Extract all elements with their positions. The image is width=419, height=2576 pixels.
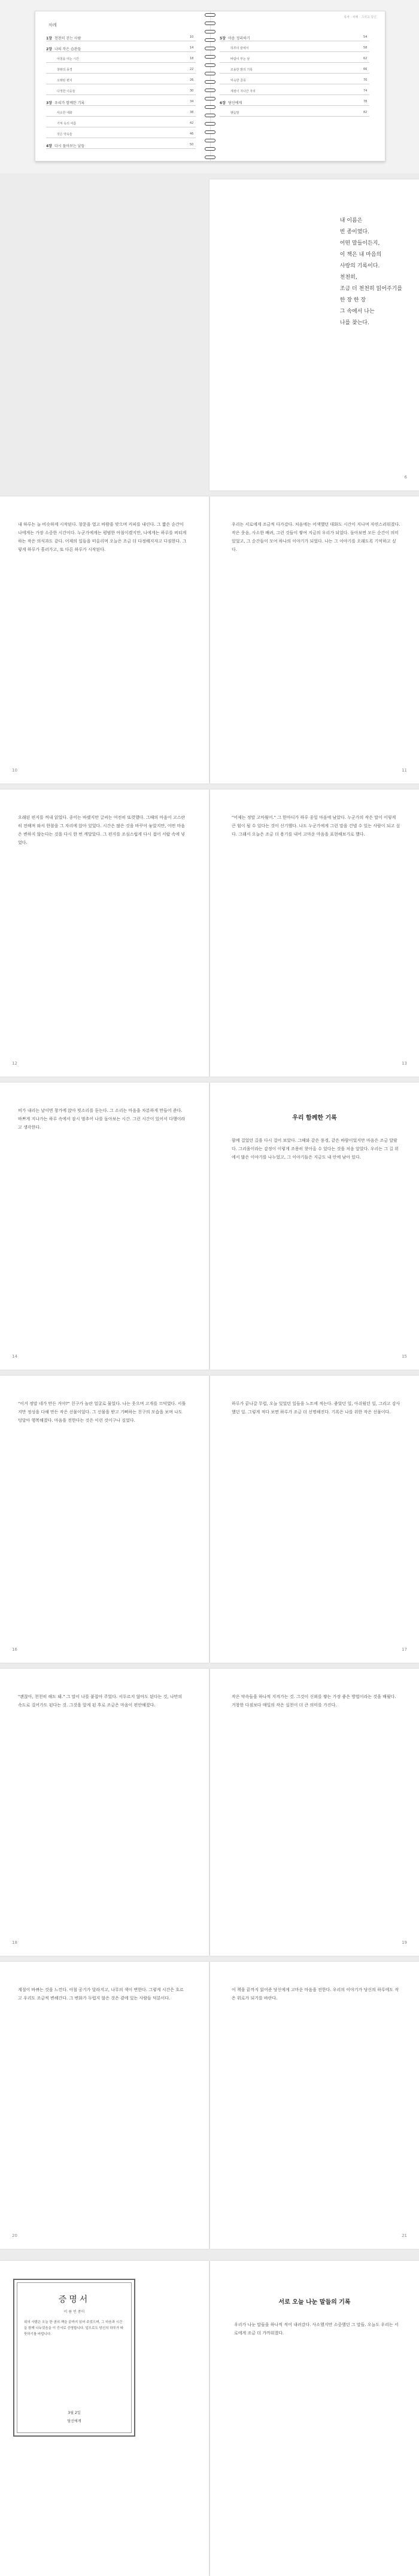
toc-entry-title: 천천히 걷는 사람: [54, 36, 81, 41]
poem-line: 그 속에서 나는: [339, 309, 375, 315]
toc-entry[interactable]: [230, 68, 253, 72]
last-page: [210, 2261, 419, 2576]
toc-page-number: 78: [363, 100, 368, 103]
page-number: 14: [12, 1354, 17, 1359]
body-paragraph: 내 하루는 늘 비슷하게 시작된다. 창문을 열고 바람을 맞으며 커피를 내린다. 그 짧은 순간이 나에게는 가장 소중한 시간이다. 누군가에게는 평범한 아침이겠지만, 나에게는 하루를 버티게 하는 작은 의식과도 같다. 어제의 일들을 떠올리며 오늘은 조금 더 다정해지자고 다짐한다. 그렇게 하루가 흘러가고, 또 다른 하루가 시작된다.: [18, 522, 187, 552]
ruled-line: [46, 73, 196, 74]
book-page: [210, 789, 419, 1077]
body-paragraph: 오래된 편지를 꺼내 읽었다. 종이는 바랬지만 글씨는 여전히 또렷했다. 그때의 마음이 고스란히 전해져 와서 한참을 그 자리에 앉아 있었다. 시간은 많은 것을 바꾸어 놓았지만, 어떤 마음은 변하지 않는다는 것을 다시 한 번 깨달았다. 그 편지를 조심스럽게 다시 접어 서랍 속에 넣었다.: [18, 815, 186, 845]
ruled-line: [46, 62, 196, 63]
poem-line: 어떤 말들이든지,: [339, 240, 380, 246]
book-page: [210, 1962, 419, 2249]
toc-page-number: 38: [190, 111, 194, 114]
toc-entry-title: 맺음말: [230, 111, 239, 115]
ring-binding: [205, 89, 215, 92]
toc-entry-title: 사소한 대화: [57, 111, 72, 115]
page-number: 20: [12, 2233, 17, 2238]
toc-entry-title: 창밖의 풍경: [57, 68, 72, 72]
toc-entry[interactable]: [46, 143, 84, 148]
toc-entry-title: 나의 작은 습관들: [54, 47, 81, 51]
page-number: 13: [402, 1061, 407, 1066]
toc-entry[interactable]: [230, 89, 256, 93]
ring-binding: [205, 13, 215, 17]
certificate-signature: 당신에게: [67, 2419, 81, 2423]
ring-binding: [205, 80, 215, 84]
ring-binding: [205, 130, 215, 134]
poem-line: 조금 더 천천히 읽어주기를: [339, 286, 402, 292]
last-paragraph: 우리가 나눈 말들을 하나씩 적어 내려갔다. 사소했지만 소중했던 그 말들. 오늘도 우리는 서로에게 조금 더 가까워졌다.: [234, 2322, 399, 2336]
toc-entry-title: 작은 약속들: [57, 133, 72, 136]
ring-binding: [205, 72, 215, 75]
toc-entry[interactable]: [57, 68, 72, 72]
toc-entry[interactable]: [220, 100, 242, 105]
body-paragraph: 계절이 바뀌는 것을 느낀다. 아침 공기가 달라지고, 나무의 색이 변한다. 그렇게 시간은 흐르고 우리도 조금씩 변해간다. 그 변화가 두렵지 않은 것은 곁에 있는 사람들 덕분이다.: [18, 1987, 184, 2001]
ring-binding: [205, 47, 215, 50]
poem: [340, 215, 402, 329]
toc-entry-title: 오래된 편지: [57, 79, 72, 83]
page-number: 6: [404, 475, 407, 480]
body-paragraph: 우리는 서로에게 조금씩 다가갔다. 처음에는 어색했던 대화도 시간이 지나며 자연스러워졌다. 작은 웃음, 사소한 배려, 그런 것들이 쌓여 지금의 우리가 되었다. 돌아보면 모든 순간이 의미 있었고, 그 순간들이 모여 하나의 이야기가 되었다. 나는 그 이야기를 오래도록 기억하고 싶다.: [232, 522, 400, 552]
ring-binding: [205, 139, 215, 142]
ring-binding: [205, 105, 215, 109]
body-paragraph: "괜찮아, 천천히 해도 돼." 그 말이 나를 붙잡아 주었다. 서두르지 않아도 된다는 것, 나만의 속도로 걸어가도 된다는 것. 그것을 알게 된 후로 조금은 마음이 편안해졌다.: [18, 1694, 183, 1708]
toc-entry-title: 아침을 여는 시간: [57, 57, 79, 61]
page-number: 10: [12, 768, 17, 773]
ring-binding: [205, 114, 215, 117]
toc-page-number: 18: [190, 57, 194, 60]
certificate: [13, 2279, 135, 2437]
certificate-date: 3월 2일: [68, 2411, 81, 2415]
toc-entry-title: 당신에게: [227, 101, 242, 105]
ring-binding: [205, 55, 215, 59]
body-paragraph: 이 책을 끝까지 읽어준 당신에게 고마운 마음을 전한다. 우리의 이야기가 당신의 하루에도 작은 위로가 되기를 바란다.: [232, 1987, 399, 2001]
body-paragraph: "어제는 정말 고마웠어." 그 한마디가 하루 종일 마음에 남았다. 누군가의 작은 말이 이렇게 큰 힘이 될 수 있다는 것이 신기했다. 나도 누군가에게 그런 말을 건넬 수 있는 사람이 되고 싶다. 그래서 오늘은 조금 더 용기를 내어 고마운 마음을 표현해보기로 했다.: [232, 815, 400, 837]
book-page: [210, 1669, 419, 1956]
toc-entry-title: 우리가 함께한 기록: [54, 101, 85, 105]
page-number: 11: [402, 768, 407, 773]
toc-entry-title: 익숙한 골목: [230, 79, 246, 83]
toc-entry-title: 마음 정리하기: [227, 36, 250, 41]
body-paragraph: 함께 걸었던 길을 다시 걸어 보았다. 그때와 같은 풍경, 같은 바람이었지만 마음은 조금 달랐다. 그리움이라는 감정이 이렇게 조용히 찾아올 수 있다는 것을 처음 알았다. 우리는 그 길 위에서 많은 이야기를 나누었고, 그 이야기들은 지금도 내 안에 남아 있다.: [232, 1138, 399, 1160]
certificate-subtitle: 이 름 빈 종이: [63, 2310, 85, 2314]
toc-page-number: 62: [363, 57, 368, 60]
body-paragraph: "이거 정말 네가 만든 거야?" 친구가 놀란 얼굴로 물었다. 나는 웃으며 고개를 끄덕였다. 서툴지만 정성을 다해 만든 작은 선물이었다. 그 선물을 받고 기뻐하는 친구의 모습을 보며 나도 덩달아 행복해졌다. 마음을 전한다는 것은 이런 것이구나 싶었다.: [18, 1401, 186, 1423]
ring-binding: [205, 147, 215, 151]
toc-entry[interactable]: [57, 78, 72, 83]
toc-chapter-no: 5장: [220, 36, 226, 41]
certificate-title: 증명서: [58, 2295, 90, 2304]
toc-page-number: 22: [190, 68, 194, 71]
toc-crumb: 목차 · 차례 · 그리고 당신: [344, 16, 377, 19]
ring-binding: [205, 156, 215, 159]
book-page: [210, 496, 419, 784]
ring-binding: [205, 63, 215, 67]
ruled-line: [46, 116, 196, 117]
ring-binding: [205, 97, 215, 100]
poem-line: 이 책은 내 마음의: [339, 252, 382, 258]
toc-entry[interactable]: [57, 57, 79, 61]
book-page: [0, 1376, 209, 1663]
toc-entry[interactable]: [230, 78, 246, 83]
toc-chapter-no: 4장: [46, 144, 52, 148]
toc-page-number: 26: [190, 78, 194, 82]
poem-page: [210, 179, 419, 490]
toc-entry-title: 다정한 이웃들: [57, 90, 75, 93]
book-page: [0, 1962, 209, 2249]
toc-entry-title: 기억 속의 여름: [57, 122, 77, 126]
toc-page-number: 14: [190, 46, 194, 50]
ruled-line: [46, 94, 196, 95]
ruled-line: [220, 105, 369, 106]
poem-line: 사랑의 기록이다.: [339, 263, 380, 269]
poem-line: 한 장 한 장: [339, 297, 366, 303]
toc-chapter-no: 3장: [46, 101, 52, 105]
toc-entry[interactable]: [220, 35, 250, 41]
ruled-line: [220, 94, 369, 95]
body-paragraph: 하루가 끝나갈 무렵, 오늘 있었던 일들을 노트에 적는다. 좋았던 일, 아쉬웠던 일, 그리고 감사했던 일. 그렇게 적다 보면 하루가 조금 더 선명해진다. 기록은 나를 위한 작은 선물이다.: [232, 1401, 400, 1414]
toc-entry[interactable]: [57, 89, 75, 93]
toc-entry[interactable]: [230, 111, 239, 115]
toc-entry-title: 다시 돌아보는 날들: [54, 144, 85, 148]
toc-page-number: 66: [363, 68, 368, 71]
ruled-line: [46, 148, 196, 149]
section-title: 우리 함께한 기록: [292, 1115, 337, 1121]
toc-page-number: 54: [363, 35, 368, 39]
toc-entry-title: 하루의 끝에서: [230, 47, 249, 50]
toc-page-number: 34: [190, 100, 194, 103]
ring-binding: [205, 122, 215, 126]
toc-entry[interactable]: [230, 57, 250, 61]
toc-entry[interactable]: [57, 121, 76, 126]
toc-page-number: 58: [363, 46, 368, 50]
ruled-line: [46, 105, 196, 106]
ruled-line: [220, 116, 369, 117]
body-paragraph: 비가 내리는 날이면 창가에 앉아 빗소리를 듣는다. 그 소리는 마음을 차분하게 만들어 준다. 바쁘게 지나가는 하루 속에서 잠시 멈추어 나를 돌아보는 시간. 그런 시간이 있어서 다행이라고 생각한다.: [18, 1108, 186, 1130]
toc-entry[interactable]: [46, 100, 84, 105]
toc-chapter-no: 2장: [46, 47, 52, 51]
ruled-line: [46, 51, 196, 52]
body-paragraph: 작은 약속들을 하나씩 지켜가는 것. 그것이 신뢰를 쌓는 가장 좋은 방법이라는 것을 배웠다. 거창한 다짐보다 매일의 작은 실천이 더 큰 의미를 가진다.: [232, 1694, 396, 1708]
page-number: 19: [402, 1940, 407, 1945]
toc-entry[interactable]: [57, 111, 72, 115]
toc-page-number: 42: [190, 121, 194, 125]
toc-entry[interactable]: [46, 46, 81, 51]
page-number: 17: [402, 1647, 407, 1652]
poem-line: 나를 찾는다.: [339, 320, 369, 326]
page-number: 18: [12, 1940, 17, 1945]
ring-binding: [205, 22, 215, 25]
ruled-line: [220, 51, 369, 52]
toc-chapter-no: 1장: [46, 36, 52, 41]
poem-line: 내 이름은: [339, 218, 363, 224]
page-number: 12: [12, 1061, 17, 1066]
toc-entry-title: 바람이 부는 날: [230, 57, 250, 61]
toc-page-number: 30: [190, 89, 194, 93]
page-number: 16: [12, 1647, 17, 1652]
certificate-body: 위의 사람은 오늘 한 권의 책을 끝까지 읽어 주었으며, 그 마음과 시간을 함께 나누었음을 이 증서로 증명합니다. 앞으로도 당신의 하루가 따뜻하기를 바랍니다.: [24, 2321, 124, 2336]
toc-entry[interactable]: [46, 35, 81, 41]
toc-entry[interactable]: [230, 46, 249, 50]
toc-page-number: 82: [363, 111, 368, 114]
page-number: 15: [402, 1354, 407, 1359]
book-page: [0, 789, 209, 1077]
toc-page-number: 70: [363, 78, 368, 82]
ruled-line: [220, 62, 369, 63]
toc-chapter-no: 6장: [220, 101, 226, 105]
ring-binding: [205, 30, 215, 33]
book-page: [210, 1083, 419, 1370]
poem-line: 빈 종이였다.: [339, 229, 369, 235]
toc-page-number: 10: [190, 35, 194, 39]
toc-page-number: 74: [363, 89, 368, 93]
toc-page-number: 46: [190, 132, 194, 136]
book-page: [0, 496, 209, 784]
toc-page-number: 50: [190, 143, 194, 147]
toc-entry-title: 계절이 지나간 자리: [230, 90, 256, 93]
book-page: [210, 1376, 419, 1663]
book-page: [0, 1083, 209, 1370]
last-section-title: 서로 오늘 나눈 말들의 기록: [278, 2299, 351, 2306]
toc-page: [0, 0, 419, 173]
toc-title: 차례: [48, 23, 57, 28]
ring-binding: [205, 38, 215, 42]
page-number: 21: [402, 2233, 407, 2238]
ruled-line: [220, 73, 369, 74]
book-page: [0, 1669, 209, 1956]
toc-entry[interactable]: [57, 132, 72, 136]
toc-entry-title: 조용한 밤의 기록: [230, 68, 253, 72]
poem-line: 천천히,: [339, 275, 357, 281]
certificate-page: [0, 2261, 209, 2576]
